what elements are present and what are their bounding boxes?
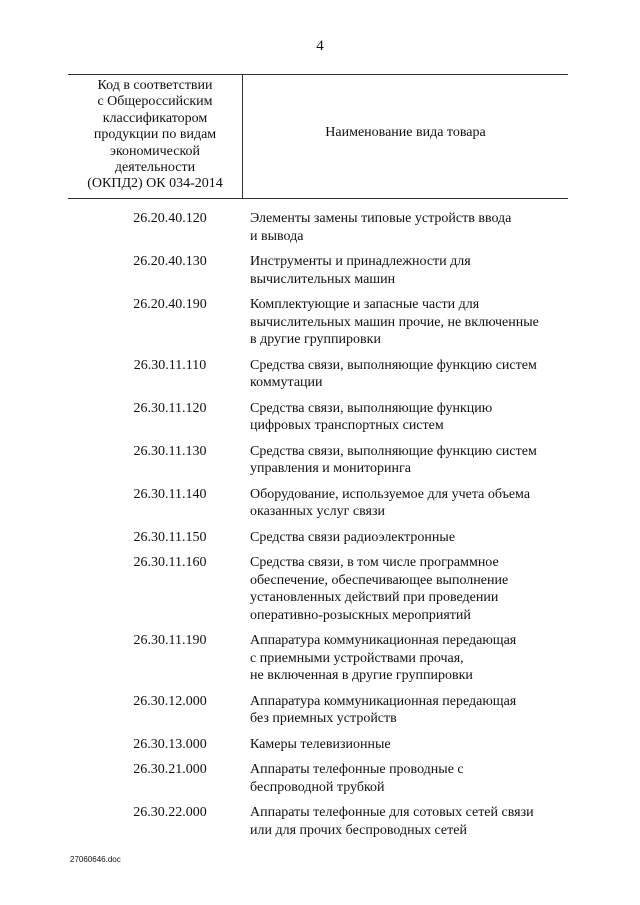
table-row — [0, 554, 640, 624]
row-name: Оборудование, используемое для учета объема оказанных услуг связи — [250, 486, 531, 519]
row-code: 26.30.11.160 — [133, 555, 207, 570]
table-row — [0, 632, 640, 685]
table-row — [0, 443, 640, 478]
table-row — [0, 804, 640, 839]
table-row — [0, 761, 640, 796]
row-name: Комплектующие и запасные части для вычислительных машин прочие, не включенные в другие группировки — [250, 297, 539, 347]
row-name: Средства связи, выполняющие функцию цифровых транспортных систем — [250, 400, 493, 433]
table-body — [0, 210, 640, 847]
row-name: Аппаратура коммуникационная передающая без приемных устройств — [250, 693, 517, 726]
row-name: Элементы замены типовые устройств ввода и вывода — [250, 211, 512, 244]
table-row — [0, 253, 640, 288]
footer-document-id: 27060646.doc — [70, 855, 121, 864]
row-name: Камеры телевизионные — [250, 736, 391, 752]
header-name-column: Наименование вида товара — [325, 125, 486, 140]
row-name: Аппараты телефонные для сотовых сетей связи или для прочих беспроводных сетей — [250, 805, 534, 838]
row-code: 26.30.11.150 — [133, 529, 207, 545]
row-code: 26.30.11.120 — [133, 400, 207, 416]
row-name: Средства связи, выполняющие функцию систем коммутации — [250, 357, 537, 390]
table-row — [0, 486, 640, 521]
table-row — [0, 400, 640, 435]
header-bottom-rule — [68, 198, 568, 199]
table-row — [0, 210, 640, 245]
row-code: 26.20.40.120 — [133, 211, 207, 226]
row-code: 26.30.11.140 — [133, 486, 207, 502]
table-row — [0, 529, 640, 547]
row-code: 26.20.40.130 — [133, 254, 207, 269]
row-name: Средства связи, выполняющие функцию систем управления и мониторинга — [250, 443, 537, 476]
table-row — [0, 357, 640, 392]
header-code-column — [68, 78, 242, 193]
row-code: 26.30.11.110 — [133, 357, 207, 373]
row-code: 26.30.21.000 — [133, 762, 207, 777]
table-top-rule — [68, 74, 568, 75]
row-code: 26.30.12.000 — [133, 693, 207, 709]
row-code: 26.30.22.000 — [133, 805, 207, 820]
row-name: Средства связи радиоэлектронные — [250, 529, 456, 545]
row-code: 26.30.11.130 — [133, 443, 207, 459]
header-code-text: Код в соответствии с Общероссийским классификатором продукции по видам экономической деятельности (ОКПД2) ОК 034-2014 — [87, 78, 223, 192]
table-row — [0, 296, 640, 349]
row-code: 26.30.11.190 — [133, 633, 207, 648]
row-code: 26.30.13.000 — [133, 736, 207, 752]
row-name: Аппаратура коммуникационная передающая с приемными устройствами прочая, не включенная в другие группировки — [250, 633, 517, 683]
row-name: Инструменты и принадлежности для вычислительных машин — [250, 254, 471, 287]
table-row — [0, 693, 640, 728]
page-number: 4 — [316, 38, 324, 54]
row-name: Аппараты телефонные проводные с беспроводной трубкой — [250, 762, 464, 795]
row-name: Средства связи, в том числе программное обеспечение, обеспечивающее выполнение установленных действий при проведении оперативно-розыскных мероприятий — [250, 555, 509, 623]
row-code: 26.20.40.190 — [133, 297, 207, 312]
table-row — [0, 736, 640, 754]
